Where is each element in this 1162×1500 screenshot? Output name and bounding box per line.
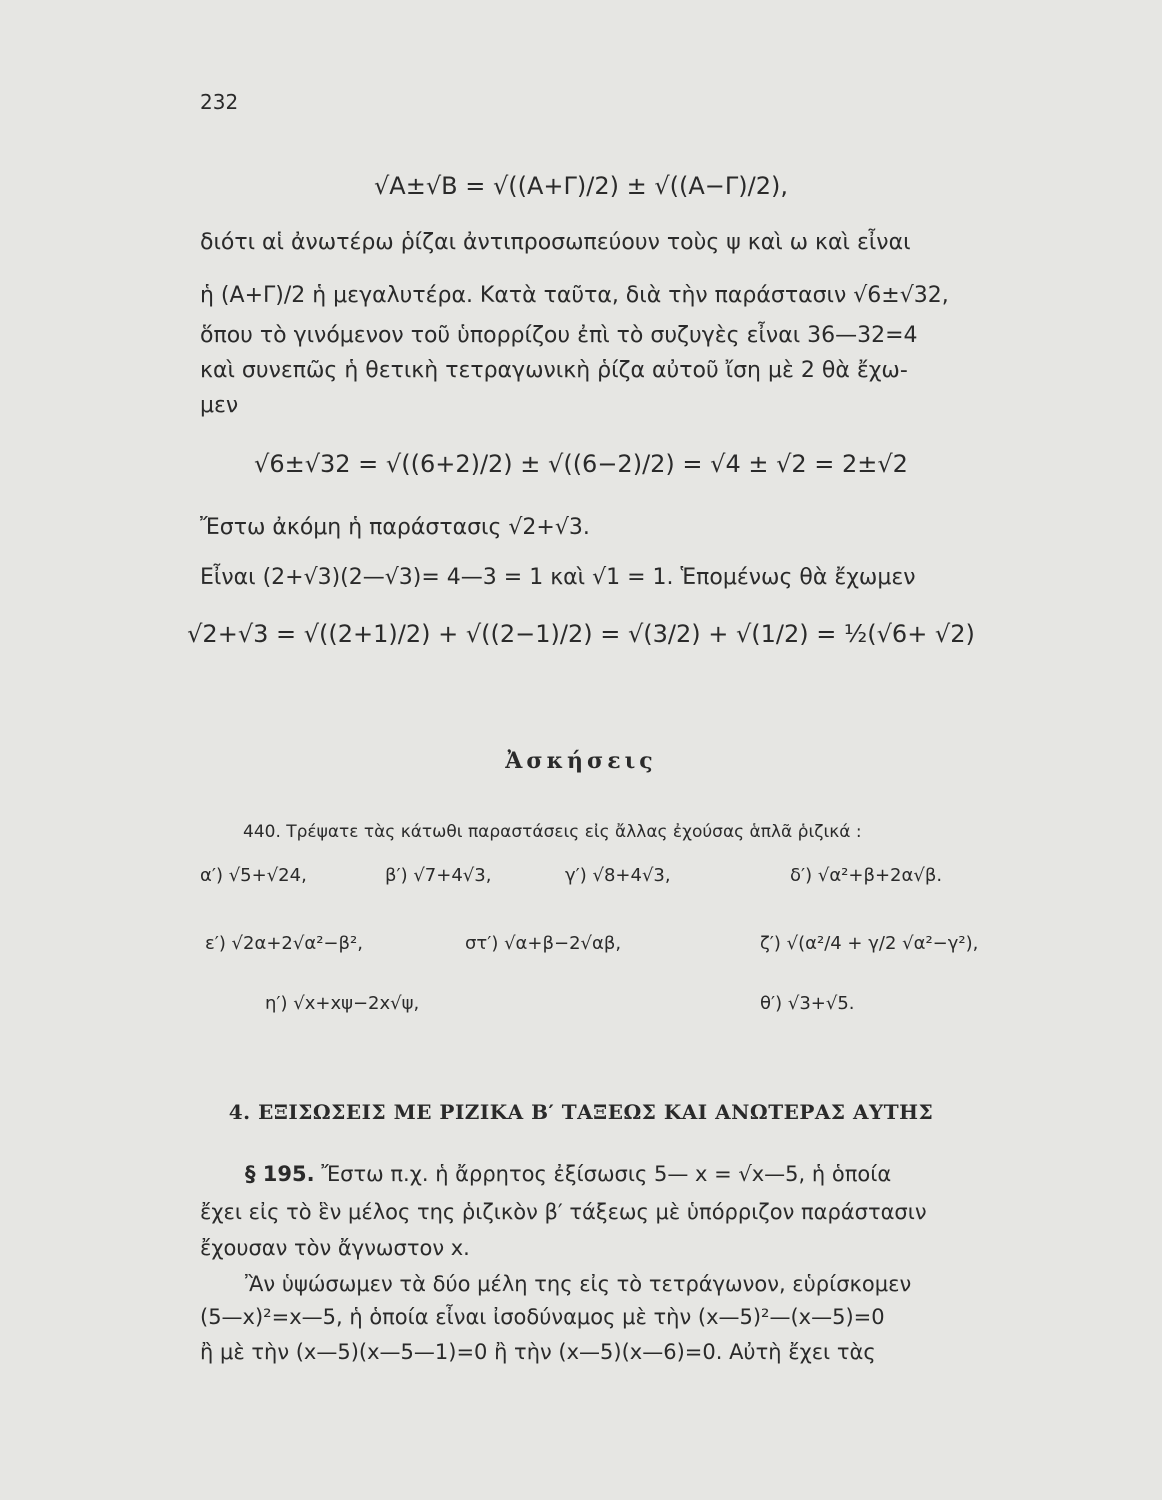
formula-sqrt-6-32: √6±√32 = √((6+2)/2) ± √((6−2)/2) = √4 ± √2 = 2±√2 [254, 450, 908, 478]
exercise-intro: 440. Τρέψατε τὰς κάτωθι παραστάσεις εἰς ἄλλας ἐχούσας ἁπλᾶ ῥιζικά : [243, 822, 862, 842]
text-line-5: μεν [200, 393, 239, 418]
formula-sqrt-2-3: √2+√3 = √((2+1)/2) + √((2−1)/2) = √(3/2) + √(1/2) = ½(√6+ √2) [187, 620, 975, 648]
exercise-d: δ′) √α²+β+2α√β. [790, 865, 943, 886]
section-para-line-1 [245, 1162, 891, 1186]
section-para-line-2: ἔχει εἰς τὸ ἓν μέλος της ῥιζικὸν β′ τάξεως μὲ ὑπόρριζον παράστασιν [200, 1200, 927, 1224]
section-title: 4. ΕΞΙΣΩΣΕΙΣ ΜΕ ΡΙΖΙΚΑ Β′ ΤΑΞΕΩΣ ΚΑΙ ΑΝΩΤΕΡΑΣ ΑΥΤΗΣ [228, 1100, 934, 1124]
page-number: 232 [200, 90, 239, 114]
exercise-st: στ′) √α+β−2√αβ, [465, 933, 622, 954]
section-para-line-3: ἔχουσαν τὸν ἄγνωστον x. [200, 1236, 470, 1260]
final-para-line-1: Ἂν ὑψώσωμεν τὰ δύο μέλη της εἰς τὸ τετράγωνον, εὑρίσκομεν [245, 1272, 912, 1296]
text-esto: Ἔστω ἀκόμη ἡ παράστασις √2+√3. [200, 515, 590, 540]
exercise-z: ζ′) √(α²/4 + γ/2 √α²−γ²), [760, 933, 979, 954]
exercise-a: α′) √5+√24, [200, 865, 307, 886]
exercise-h: η′) √x+xψ−2x√ψ, [265, 993, 420, 1014]
text-line-1: διότι αἱ ἀνωτέρω ῥίζαι ἀντιπροσωπεύουν τοὺς ψ καὶ ω καὶ εἶναι [200, 230, 911, 255]
text-line-3: ὅπου τὸ γινόμενον τοῦ ὑπορρίζου ἐπὶ τὸ συζυγὲς εἶναι 36—32=4 [200, 323, 918, 348]
final-para-line-2: (5—x)²=x—5, ἡ ὁποία εἶναι ἰσοδύναμος μὲ τὴν (x—5)²—(x—5)=0 [200, 1305, 885, 1329]
formula-sqrt-a-plus-minus-sqrt-b: √A±√B = √((A+Γ)/2) ± √((A−Γ)/2), [374, 172, 788, 200]
section-para-line-1-text: Ἔστω π.χ. ἡ ἄρρητος ἐξίσωσις 5— x = √x—5, ἡ ὁποία [321, 1162, 892, 1186]
final-para-line-3: ἢ μὲ τὴν (x—5)(x—5—1)=0 ἢ τὴν (x—5)(x—6)=0. Αὐτὴ ἔχει τὰς [200, 1340, 876, 1364]
exercise-e: ε′) √2α+2√α²−β², [205, 933, 363, 954]
text-line-2: ἡ (A+Γ)/2 ἡ μεγαλυτέρα. Κατὰ ταῦτα, διὰ τὴν παράστασιν √6±√32, [200, 283, 949, 308]
text-einai: Εἶναι (2+√3)(2—√3)= 4—3 = 1 καὶ √1 = 1. Ἑπομένως θὰ ἔχωμεν [200, 565, 916, 590]
section-number: § 195. [245, 1162, 315, 1186]
text-line-4: καὶ συνεπῶς ἡ θετικὴ τετραγωνικὴ ῥίζα αὐτοῦ ἴση μὲ 2 θὰ ἔχω- [200, 358, 908, 383]
exercises-heading: Ἀσκήσεις [505, 748, 657, 774]
exercise-th: θ′) √3+√5. [760, 993, 855, 1014]
exercise-b: β′) √7+4√3, [385, 865, 492, 886]
exercise-c: γ′) √8+4√3, [565, 865, 671, 886]
